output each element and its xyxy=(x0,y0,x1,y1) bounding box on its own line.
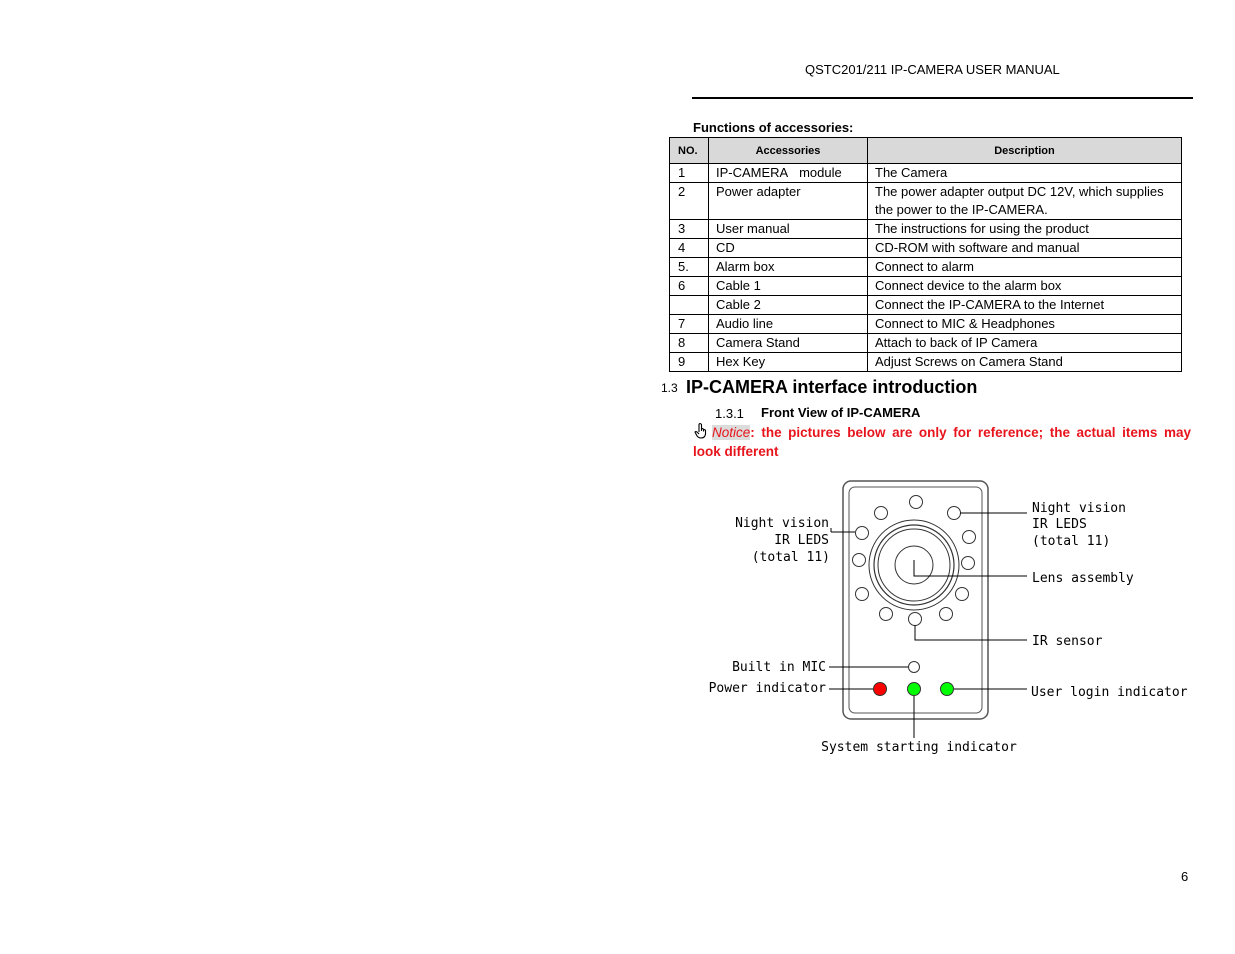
ir-led xyxy=(856,527,869,540)
cell-no: 5. xyxy=(670,258,709,277)
ir-sensor-label: IR sensor xyxy=(1032,634,1103,649)
table-row xyxy=(670,258,1182,277)
ir-led xyxy=(856,588,869,601)
table-row xyxy=(670,334,1182,353)
cell-accessory: Cable 2 xyxy=(709,296,868,315)
header-rule xyxy=(692,97,1193,99)
cell-no: 6 xyxy=(670,277,709,296)
table-header-row xyxy=(670,138,1182,164)
ir-led xyxy=(962,557,975,570)
cell-description: Connect device to the alarm box xyxy=(868,277,1182,296)
user-login-indicator-label: User login indicator xyxy=(1031,685,1188,700)
cell-description: Adjust Screws on Camera Stand xyxy=(868,353,1182,372)
mic-icon xyxy=(909,662,920,673)
user-login-indicator-led xyxy=(941,683,954,696)
ir-led xyxy=(875,507,888,520)
right-ir-label-line2: IR LEDS xyxy=(1032,517,1087,532)
cell-accessory: User manual xyxy=(709,220,868,239)
table-row xyxy=(670,315,1182,334)
cell-no: 4 xyxy=(670,239,709,258)
notice-word: Notice xyxy=(712,425,751,440)
section-title: IP-CAMERA interface introduction xyxy=(686,377,978,397)
cell-description: Attach to back of IP Camera xyxy=(868,334,1182,353)
table-row xyxy=(670,296,1182,315)
cell-no xyxy=(670,296,709,315)
cell-accessory: Camera Stand xyxy=(709,334,868,353)
header-no: NO. xyxy=(670,138,709,164)
table-row xyxy=(670,277,1182,296)
cell-accessory: Power adapter xyxy=(709,183,868,220)
notice-paragraph xyxy=(693,423,1191,461)
notice-text: : the pictures below are only for reference; the actual items may look different xyxy=(693,425,1191,459)
header-accessories: Accessories xyxy=(709,138,868,164)
power-indicator-label: Power indicator xyxy=(708,681,826,696)
ir-sensor-icon xyxy=(909,613,922,626)
leader-lines xyxy=(829,513,1027,738)
subsection-title: Front View of IP-CAMERA xyxy=(761,405,921,420)
cell-accessory: CD xyxy=(709,239,868,258)
ir-led xyxy=(948,507,961,520)
cell-description: The Camera xyxy=(868,164,1182,183)
cell-no: 9 xyxy=(670,353,709,372)
cell-no: 1 xyxy=(670,164,709,183)
cell-description: Connect to MIC & Headphones xyxy=(868,315,1182,334)
cell-no: 2 xyxy=(670,183,709,220)
left-ir-label-line1: Night vision xyxy=(735,516,829,531)
right-ir-label-line1: Night vision xyxy=(1032,501,1126,516)
cell-description: Connect the IP-CAMERA to the Internet xyxy=(868,296,1182,315)
cell-no: 3 xyxy=(670,220,709,239)
ir-led xyxy=(956,588,969,601)
system-indicator-led xyxy=(908,683,921,696)
cell-accessory: Cable 1 xyxy=(709,277,868,296)
cell-no: 8 xyxy=(670,334,709,353)
table-row xyxy=(670,164,1182,183)
header-description: Description xyxy=(868,138,1182,164)
accessories-table xyxy=(669,137,1182,372)
ir-led xyxy=(940,608,953,621)
table-row xyxy=(670,220,1182,239)
ir-led-ring xyxy=(853,496,976,621)
cell-description: Connect to alarm xyxy=(868,258,1182,277)
table-row xyxy=(670,353,1182,372)
page-number: 6 xyxy=(1181,869,1189,884)
system-starting-indicator-label: System starting indicator xyxy=(821,740,1017,755)
header-title: QSTC201/211 IP-CAMERA USER MANUAL xyxy=(805,62,1060,77)
cell-no: 7 xyxy=(670,315,709,334)
ir-led xyxy=(853,554,866,567)
table-row xyxy=(670,239,1182,258)
ir-led xyxy=(910,496,923,509)
pointing-hand-icon xyxy=(693,423,709,439)
cell-description: The instructions for using the product xyxy=(868,220,1182,239)
subsection-number: 1.3.1 xyxy=(715,406,744,421)
built-in-mic-label: Built in MIC xyxy=(732,660,826,675)
cell-accessory: IP-CAMERA module xyxy=(709,164,868,183)
cell-description: The power adapter output DC 12V, which supplies the power to the IP-CAMERA. xyxy=(868,183,1182,220)
cell-accessory: Alarm box xyxy=(709,258,868,277)
ir-led xyxy=(963,531,976,544)
section-number: 1.3 xyxy=(661,381,678,395)
left-ir-label-line3: (total 11) xyxy=(751,550,830,565)
cell-accessory: Audio line xyxy=(709,315,868,334)
cell-accessory: Hex Key xyxy=(709,353,868,372)
section-caption: Functions of accessories: xyxy=(693,120,854,135)
lens-assembly-label: Lens assembly xyxy=(1032,571,1134,586)
table-row xyxy=(670,183,1182,220)
ir-led xyxy=(880,608,893,621)
left-ir-label-line2: IR LEDS xyxy=(774,533,829,548)
power-indicator-led xyxy=(874,683,887,696)
right-ir-label-line3: (total 11) xyxy=(1032,534,1111,549)
cell-description: CD-ROM with software and manual xyxy=(868,239,1182,258)
camera-front-diagram xyxy=(690,470,1210,770)
